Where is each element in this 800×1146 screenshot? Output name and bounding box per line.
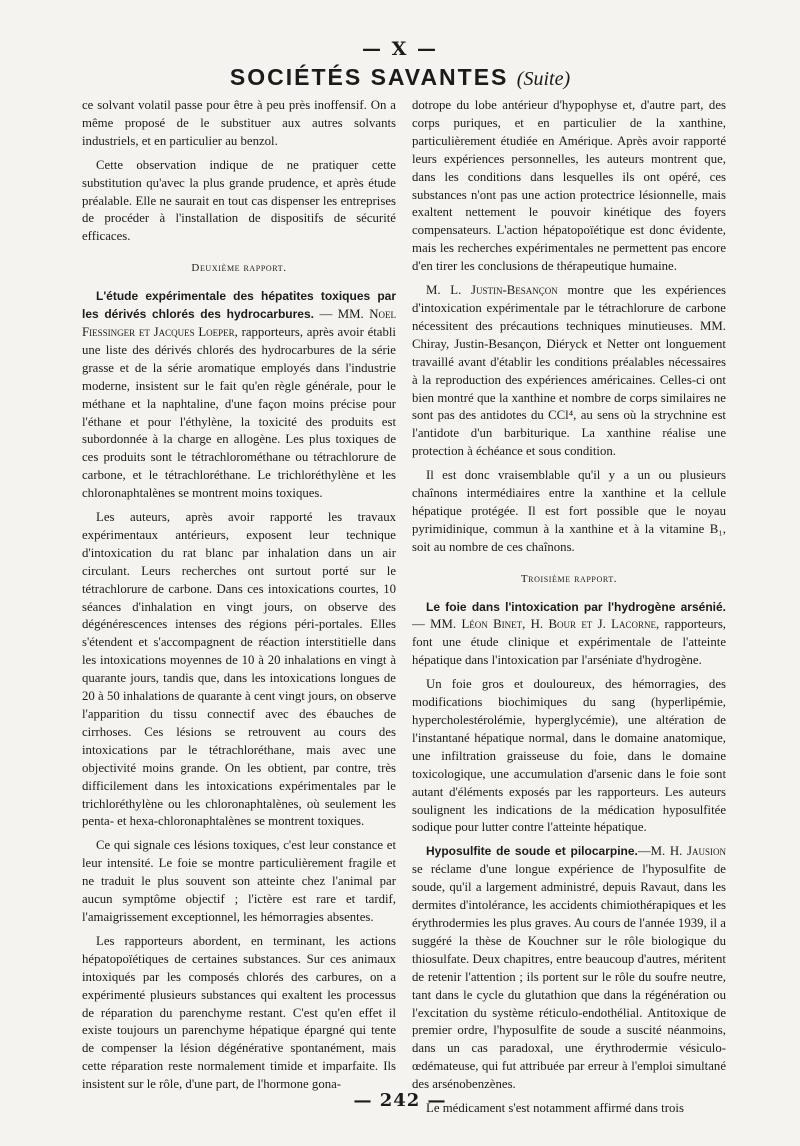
paragraph: ce solvant volatil passe pour être à peu près inoffensif. On a même proposé de le substituer aux autres solvants industriels, et en particulier au benzol. — [82, 98, 396, 148]
page-roman-numeral: — X — — [362, 38, 438, 60]
paragraph-text: montre que les expériences d'intoxication expérimentale par le tétrachlorure de carbone nécessitent des précautions techniques minutieuses. MM. Chiray, Justin-Besançon, Diéryck et Netter ont longuement travaillé avant d'établir les conditions préalables nécessaires à la reproduction des expériences américaines. Celles-ci ont bien montré que la xanthine et nombre de corps similaires ne sont pas des antidotes du CCl⁴, au sens où la strychnine est l'antidote d'un barbiturique. La xanthine réalise une protection à échéance et sous condition. — [412, 283, 726, 459]
hyposulfite-title: Hyposulfite de soude et pilocarpine. — [426, 844, 638, 859]
paragraph: dotrope du lobe antérieur d'hypophyse et, d'autre part, des corps puriques, et en particulier de la xanthine, particulièrement étudiée en Amérique. Après avoir rapporté leurs expériences personnelles, les auteurs montrent que, dans les conditions dans lesquelles ils ont opéré, ces substances n'ont pas une action protectrice lésionnelle, mais exaltent nettement le pouvoir kinétique des foyers compensateurs. L'action hépatopoïétique est donc évidente, mais les recherches expérimentales ne permettent pas encore d'en tirer les conclusions de thérapeutique humaine. — [412, 98, 726, 274]
paragraph: Ce qui signale ces lésions toxiques, c'est leur constance et leur intensité. Le foie se montre particulièrement fragile et ne traduit le plus souvent son atteinte chez l'animal par aucun symptôme objectif ; l'ictère est rare et tardif, l'amaigrissement exceptionnel, les hémorragies absentes. — [82, 838, 396, 924]
paragraph-text: rapporteurs, font une étude clinique et expérimentale de l'atteinte hépatique dans l'intoxication par l'arséniate d'hydrogène. — [412, 617, 726, 668]
report-3-title: Le foie dans l'intoxication par l'hydrogène arsénié. — [426, 599, 726, 614]
report-3-authors: Léon Binet, H. Bour et J. Lacorne, — [461, 617, 660, 632]
paragraph: Il est donc vraisemblable qu'il y a un ou plusieurs chaînons intermédiaires entre la xanthine et la cellule hépatique protégée. Il est fort possible que le noyau pyrimidinique, commun à la xanthine et à la vitamine B₁, soit au nombre de ces chaînons. — [412, 468, 726, 554]
section-title-suite: (Suite) — [516, 68, 571, 90]
paragraph: Cette observation indique de ne pratiquer cette substitution qu'avec la plus grande prudence, et après étude préalable. Elle ne saurait en tout cas dispenser les entreprises de procéder à l'installation de dispositifs de sécurité efficaces. — [82, 157, 396, 244]
left-column — [82, 97, 396, 1094]
section-title-text: SOCIÉTÉS SAVANTES — [229, 64, 509, 90]
report-heading-3: Troisième rapport. — [520, 572, 618, 585]
report-2-authors: Noel Fiessinger et Jacques Loeper, — [82, 307, 396, 339]
dash: —M. H. — [637, 844, 688, 859]
speaker-name: Jausion — [687, 844, 726, 859]
paragraph — [412, 843, 726, 1094]
dash: — MM. — [412, 617, 462, 632]
report-3-paragraph — [412, 599, 726, 671]
speaker-name: M. L. Justin-Besançon — [426, 283, 558, 298]
paragraph-text: se réclame d'une longue expérience de l'hyposulfite de soude, qu'il a largement administré, depuis Ravaut, dans les dermites d'intolérance, les accidents chimiothérapiques et les érythrodermies les plus graves. Au cours de l'année 1939, il a suggéré la thèse de Kouchner sur le rôle biologique du thiosulfate. Deux chapitres, entre beaucoup d'autres, méritent de retenir l'attention ; ils portent sur le rôle du soufre neutre, tant dans le cycle du glutathion que dans la régénération ou l'excitation du système réticulo-endothélial. Antitoxique de premier ordre, l'hyposulfite de soude a suscité néanmoins, dans un cas paradoxal, une érythrodermie vésiculo-œdémateuse, qui fut attribuée par erreur à l'emploi simultané des arsénobenzènes. — [412, 862, 726, 1092]
report-2-paragraph — [82, 288, 396, 503]
paragraph: Les rapporteurs abordent, en terminant, les actions hépatopoïétiques de certaines substances. Sur ces animaux intoxiqués par les composés chlorés des carbures, on a expérimenté plusieurs substances qui exaltent les processus de réparation du parenchyme restant. C'est qu'en effet il existe toujours un parenchyme hépatique épargné qui tente de compenser la lésion dégénérative spontanément, mais cette réparation reste normalement timide et imparfaite. Ils insistent sur le rôle, d'une part, de l'hormone gona- — [82, 933, 396, 1092]
paragraph — [412, 282, 726, 461]
paragraph: Un foie gros et douloureux, des hémorragies, des modifications biochimiques du sang (hyperlipémie, hypercholestérolémie, hyperglycémie), une altération de l'instantané hépatique normal, dans le domaine anatomique, une infiltration graisseuse du foie, dans le domaine toxicologique, une accumulation d'arsenic dans le foie sont autant d'éléments exposés par les rapporteurs. Les auteurs soulignent les indications de la médication hyposulfitée sodique pour lutter contre l'atteinte hépatique. — [412, 677, 726, 835]
report-2-title: L'étude expérimentale des hépatites toxiques par les dérivés chlorés des hydrocarbures. — [82, 289, 396, 322]
paragraph-text: rapporteurs, après avoir établi une liste des dérivés chlorés des hydrocarbures de la série grasse et de la série aromatique employés dans l'industrie moderne, insistent sur le fait qu'en règle générale, pour le méthane et la naphtaline, d'une façon moins précise pour l'éthane et pour l'éthylène, la toxicité des produits est subordonnée à la charge en allogène. Les plus toxiques de ces produits sont le tétrachlorométhane ou tétrachlorure de carbone, et le tétrachloréthane. Le trichloréthylène et les chloronaphtalènes se montrent moins toxiques. — [82, 324, 396, 501]
section-title — [0, 64, 800, 91]
dash: — MM. — [313, 307, 370, 322]
paragraph: Le médicament s'est notamment affirmé dans trois — [426, 1101, 684, 1116]
paragraph: Les auteurs, après avoir rapporté les travaux expérimentaux antérieurs, exposent leur technique d'intoxication du rat blanc par inhalation dans un air circulant. Leurs recherches ont surtout porté sur le tétrachlorure de carbone. Dans ces intoxications courtes, 10 séances d'inhalation en vingt jours, on observe des dégénérescences intenses des régions péri-portales. Elles s'étendent et s'accompagnent de réaction interstitielle dans les intoxications moyennes de 10 à 20 inhalations en vingt à quarante jours, tandis que, dans les intoxications longues de 20 à 50 inhalations de quarante à cent vingt jours, on observe l'apparition du tissu connectif avec des ébauches de cirrhoses. Ces lésions se retrouvent au cours des intoxications par le tétrachloréthane, mais avec une objectivité moins grande. On les obtient, par contre, très difficilement dans les intoxications expérimentales par le trichloréthylène ou les chloronaphtalènes, où seulement les penta- et hexa-chloronaphtalènes se montrent toxiques. — [82, 510, 396, 829]
page-number: — 242 — — [353, 1090, 447, 1111]
right-column — [412, 97, 726, 1118]
report-heading-2: Deuxième rapport. — [191, 262, 287, 275]
